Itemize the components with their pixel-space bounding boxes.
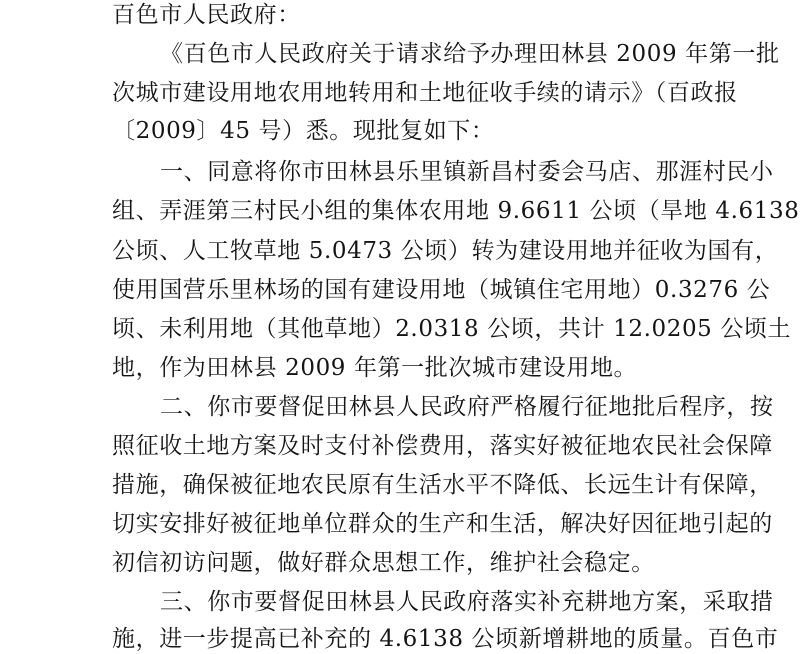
- body-line-4: 一、同意将你市田林县乐里镇新昌村委会马店、那涯村民小: [160, 159, 774, 185]
- body-line-6: 公顷、人工牧草地 5.0473 公顷）转为建设用地并征收为国有，: [112, 238, 779, 264]
- body-line-2: 次城市建设用地农用地转用和土地征收手续的请示》（百政报: [112, 80, 738, 106]
- body-line-16: 施，进一步提高已补充的 4.6138 公顷新增耕地的质量。百色市: [112, 626, 779, 652]
- body-line-15: 三、你市要督促田林县人民政府落实补充耕地方案，采取措: [160, 589, 774, 615]
- body-line-1: 《百色市人民政府关于请求给予办理田林县 2009 年第一批: [160, 41, 780, 67]
- body-line-9: 地，作为田林县 2009 年第一批次城市建设用地。: [112, 355, 638, 381]
- body-line-13: 切实安排好被征地单位群众的生产和生活，解决好因征地引起的: [112, 511, 773, 537]
- body-line-5: 组、弄涯第三村民小组的集体农用地 9.6611 公顷（旱地 4.6138: [112, 198, 800, 224]
- body-line-7: 使用国营乐里林场的国有建设用地（城镇住宅用地）0.3276 公: [112, 277, 771, 303]
- salutation-line: 百色市人民政府：: [112, 2, 301, 28]
- body-line-14: 初信初访问题，做好群众思想工作，维护社会稳定。: [112, 550, 655, 576]
- body-line-12: 措施，确保被征地农民原有生活水平不降低、长远生计有保障，: [112, 472, 773, 498]
- body-line-3: 〔2009〕45 号）悉。现批复如下：: [112, 118, 495, 144]
- body-line-10: 二、你市要督促田林县人民政府严格履行征地批后程序，按: [160, 394, 774, 420]
- body-line-11: 照征收土地方案及时支付补偿费用，落实好被征地农民社会保障: [112, 433, 773, 459]
- body-line-8: 顷、未利用地（其他草地）2.0318 公顷，共计 12.0205 公顷土: [112, 316, 792, 342]
